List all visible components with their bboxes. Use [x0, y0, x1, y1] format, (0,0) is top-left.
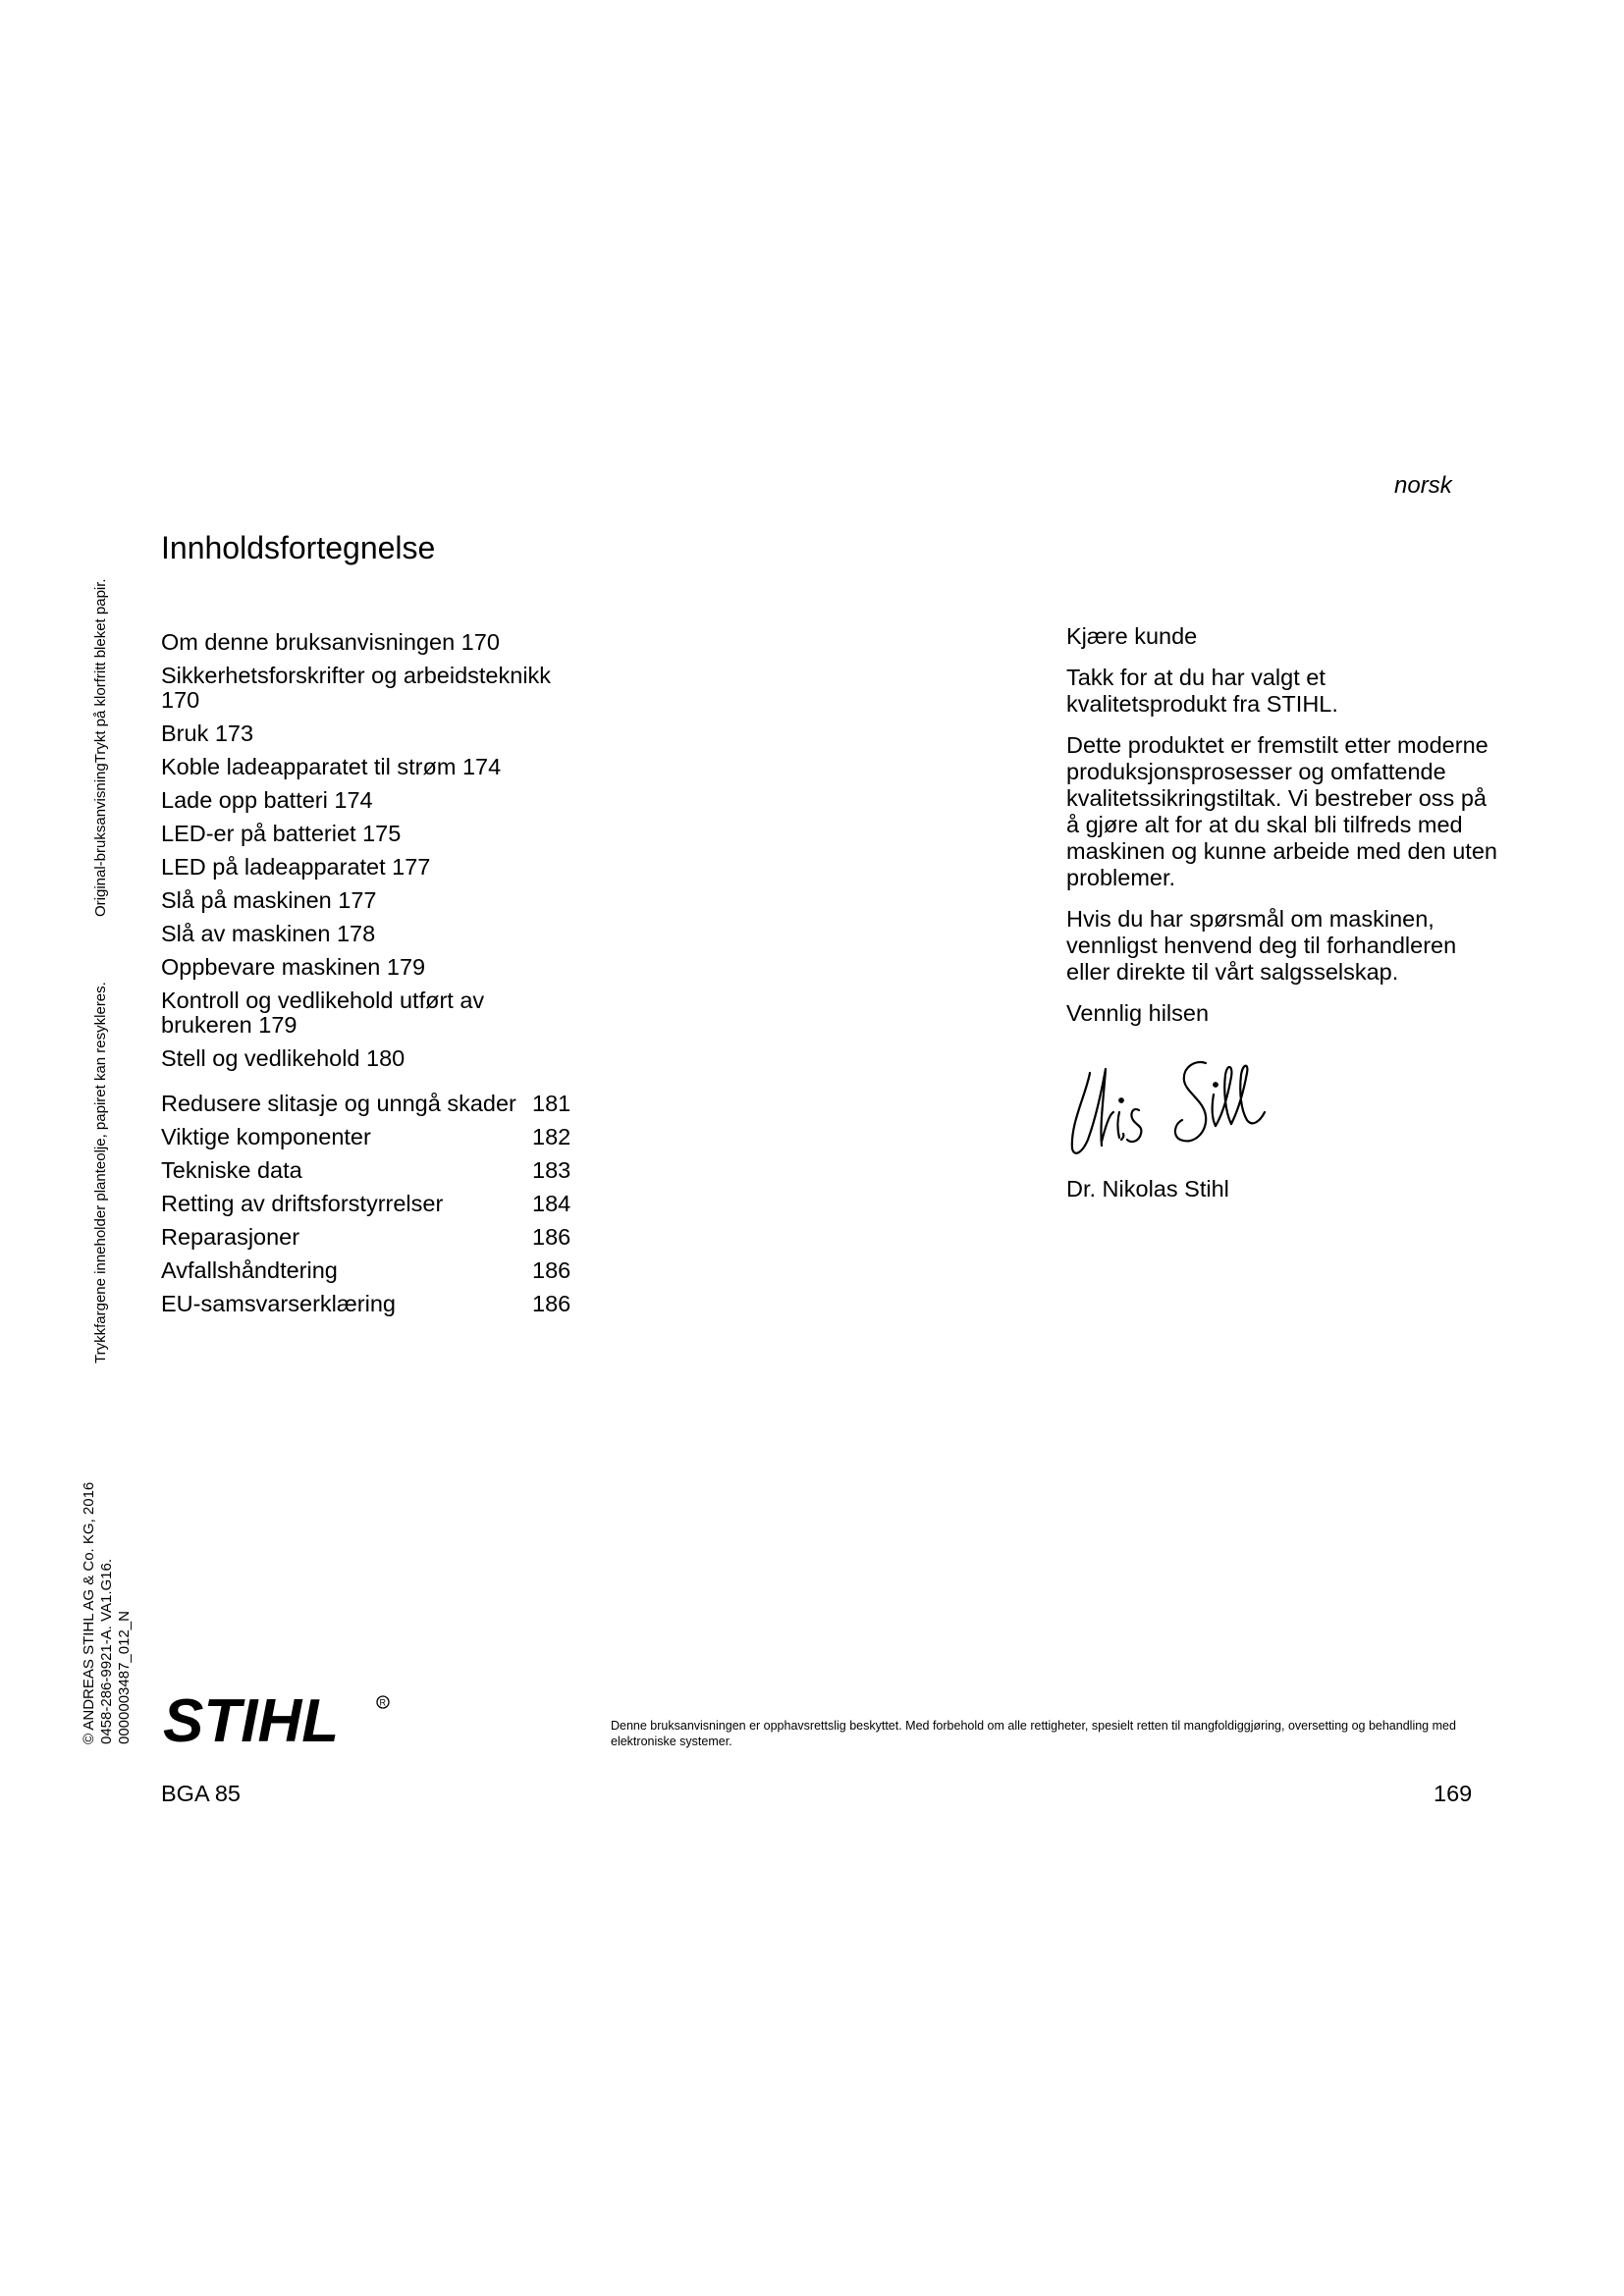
copyright-text: © ANDREAS STIHL AG & Co. KG, 2016 — [81, 1481, 97, 1744]
toc-list — [161, 630, 583, 1080]
toc-table-text: Redusere slitasje og unngå skader — [161, 1091, 516, 1116]
toc-table-page: 183 — [532, 1157, 571, 1183]
toc-entry: Oppbevare maskinen 179 — [161, 954, 426, 980]
letter-paragraph: Takk for at du har valgt et kvalitetsprodukt fra STIHL. — [1066, 665, 1338, 717]
letter — [1066, 623, 1500, 1041]
toc-entry: Slå av maskinen 178 — [161, 921, 376, 946]
language-label: norsk — [1394, 472, 1452, 499]
model-name: BGA 85 — [161, 1781, 241, 1806]
toc-table-row — [161, 1157, 571, 1184]
toc-entry: Om denne bruksanvisningen 170 — [161, 629, 500, 655]
toc-table-page: 186 — [532, 1257, 571, 1283]
svg-text:R: R — [379, 1697, 386, 1708]
letter-paragraph: Dette produktet er fremstilt etter moderne produksjonsprosesser og omfattende kvalitetssikringstiltak. Vi bestreber oss på å gjøre alt for at du skal bli tilfreds med maskinen og kunne arbeide med den uten problemer. — [1066, 732, 1497, 890]
toc-table-text: Avfallshåndtering — [161, 1257, 338, 1283]
toc-table-text: Reparasjoner — [161, 1224, 300, 1250]
toc-entry: Lade opp batteri 174 — [161, 787, 373, 813]
toc-title: Innholdsfortegnelse — [161, 530, 436, 565]
toc-entry: Kontroll og vedlikehold utført av brukeren 179 — [161, 988, 485, 1038]
stihl-logo-text: STIHL — [163, 1690, 340, 1749]
toc-entry: Bruk 173 — [161, 721, 254, 746]
toc-table-row — [161, 1257, 571, 1284]
toc-table-text: Viktige komponenter — [161, 1124, 371, 1149]
toc-entry: Sikkerhetsforskrifter og arbeidsteknikk 170 — [161, 663, 552, 713]
toc-table-row — [161, 1224, 571, 1251]
letter-salutation: Kjære kunde — [1066, 623, 1198, 649]
toc-table-page: 181 — [532, 1091, 571, 1116]
toc-entry: Koble ladeapparatet til strøm 174 — [161, 754, 502, 779]
toc-table-text: EU-samsvarserklæring — [161, 1291, 396, 1316]
signer-name: Dr. Nikolas Stihl — [1066, 1176, 1229, 1201]
toc-table-row — [161, 1124, 571, 1150]
toc-table-page: 182 — [532, 1124, 571, 1149]
print-note: Trykkfargene inneholder planteolje, papiret kan resykleres. — [92, 982, 109, 1363]
file-code: 0000003487_012_N — [116, 1611, 133, 1744]
toc-table-text: Retting av driftsforstyrrelser — [161, 1191, 444, 1216]
toc-entry: Stell og vedlikehold 180 — [161, 1045, 406, 1071]
toc-table-row — [161, 1091, 571, 1117]
toc-table-page: 186 — [532, 1291, 571, 1316]
toc-table-row — [161, 1191, 571, 1217]
page-number: 169 — [1434, 1781, 1473, 1806]
document-code: 0458-286-9921-A. VA1.G16. — [98, 1558, 115, 1744]
toc-entry: LED-er på batteriet 175 — [161, 821, 402, 846]
letter-closing: Vennlig hilsen — [1066, 1000, 1210, 1026]
copyright-notice: Denne bruksanvisningen er opphavsrettslig beskyttet. Med forbehold om alle rettigheter, spesielt retten til mangfoldiggjøring, oversetting og behandling med elektroniske systemer. — [611, 1719, 1456, 1748]
toc-entry: Slå på maskinen 177 — [161, 887, 377, 913]
letter-paragraph: Hvis du har spørsmål om maskinen, vennligst henvend deg til forhandleren eller direkte til vårt salgsselskap. — [1066, 906, 1457, 985]
toc-table-page: 186 — [532, 1224, 571, 1250]
toc-entry: LED på ladeapparatet 177 — [161, 854, 431, 880]
toc-table-row — [161, 1291, 571, 1317]
toc-table-page: 184 — [532, 1191, 571, 1216]
signature — [1058, 1055, 1284, 1163]
toc-table-text: Tekniske data — [161, 1157, 302, 1183]
stihl-logo — [161, 1690, 406, 1749]
print-note: Original-bruksanvisningTrykt på klorfritt bleket papir. — [92, 578, 109, 917]
